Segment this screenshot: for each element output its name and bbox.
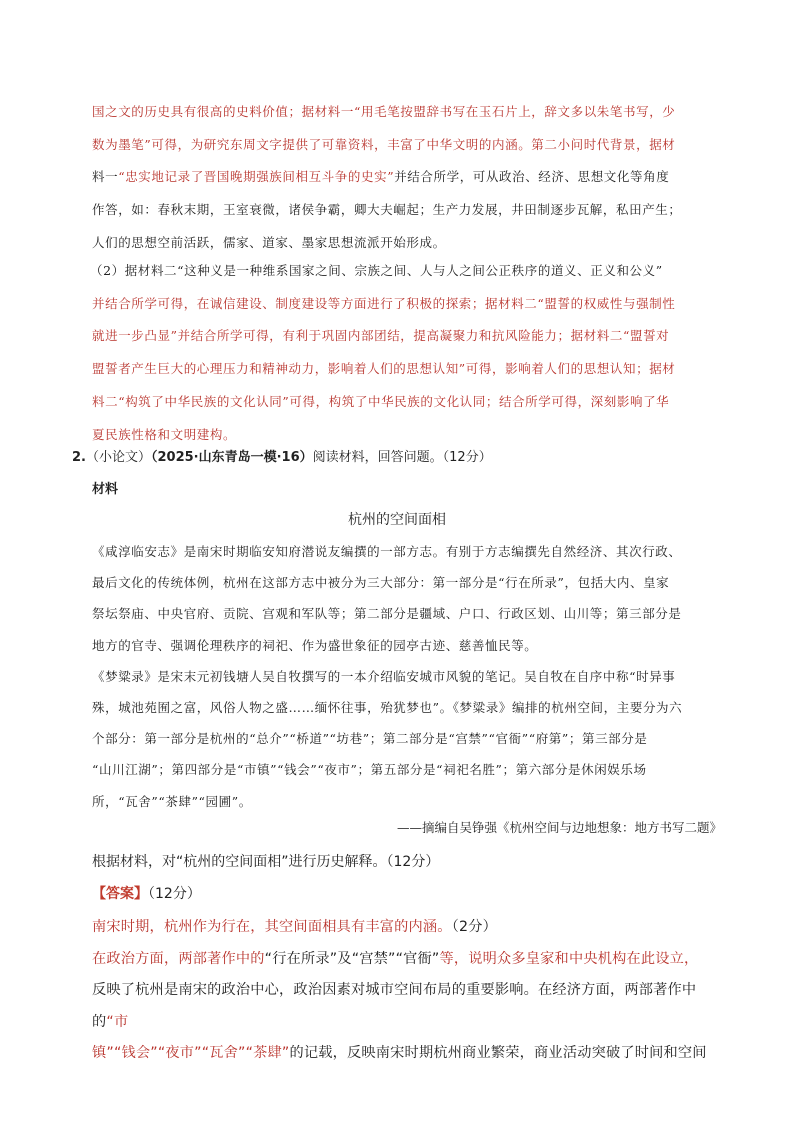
text-segment: “市: [106, 1013, 129, 1030]
text-segment: 人们的思想空前活跃，儒家、道家、墨家思想流派开始形成。: [92, 234, 446, 250]
text-line: [92, 320, 732, 353]
text-segment: 等，说明众多皇家和中央机构在此设立，: [439, 950, 699, 967]
question-header: [72, 446, 492, 465]
answer-part-2: [92, 255, 732, 451]
material-label: 材料: [92, 482, 119, 497]
text-segment: 反映了杭州是南宋的政治中心，政治因素对城市空间布局的重要影响。在经济方面，两部著作中的: [92, 982, 697, 1030]
text-line: [92, 661, 732, 692]
text-segment: 的记载，反映南宋时期杭州商业繁荣，商业活动突破了时间和空间: [289, 1045, 707, 1061]
text-line: [92, 630, 732, 661]
question-type: （小论文）: [85, 450, 151, 465]
text-segment: “山川江湖”；第四部分是“市镇”“钱会”“夜市”；第五部分是“祠祀名胜”；第六部分是休闲娱乐场: [92, 762, 647, 778]
text-line: [92, 567, 732, 598]
text-line: [92, 1038, 732, 1070]
text-segment: 国之文的历史具有很高的史料价值；据材料一“用毛笔按盟辞书写在玉石片上，辞文多以朱笔书写，少: [92, 104, 676, 119]
text-segment: 《咸淳临安志》是南宋时期临安知府潜说友编撰的一部方志。有别于方志编撰先自然经济、其次行政、: [92, 544, 682, 559]
text-segment: 镇”“钱会”“夜市”“瓦舍”“茶肆”: [92, 1045, 290, 1061]
answer-part-1: [92, 96, 732, 260]
text-segment: “行在所录”及“宫禁”“官衙”: [264, 950, 440, 967]
text-line: [92, 975, 732, 1038]
text-segment: 作答，如：春秋末期，王室衰微，诸侯争霸，卿大夫崛起；生产力发展，井田制逐步瓦解，私田产生；: [92, 202, 682, 218]
text-line: [92, 786, 732, 817]
text-segment: 个部分：第一部分是杭州的“总介”“桥道”“坊巷”；第二部分是“宫禁”“官衙”“府第”；第三部分是: [92, 731, 648, 747]
text-line: [92, 161, 732, 194]
text-line: [92, 96, 732, 129]
text-line: [92, 536, 732, 567]
text-segment: （2分）: [451, 919, 497, 935]
material-title: 杭州的空间面相: [348, 512, 446, 528]
text-segment: “忠实地记录了晋国晚期强族间相互斗争的史实”: [118, 169, 395, 185]
text-line: [92, 129, 732, 162]
text-line: [92, 692, 732, 723]
answer-label: [92, 883, 201, 903]
answer-body: [92, 912, 732, 1070]
text-segment: 最后文化的传统体例，杭州在这部方志中被分为三大部分：第一部分是“行在所录”，包括大内、皇家: [92, 575, 670, 591]
answer-score: （12分）: [148, 886, 201, 902]
text-segment: 在政治方面，两部著作中的: [92, 950, 265, 967]
text-line: [92, 944, 732, 976]
material-body: [92, 536, 732, 817]
text-segment: 南宋时期，杭州作为行在，其空间面相具有丰富的内涵。: [92, 919, 452, 935]
material-source: ——摘编自吴铮强《杭州空间与边地想象：地方书写二题》: [396, 820, 722, 835]
text-segment: 殊，城池苑囿之富，风俗人物之盛……缅怀往事，殆犹梦也”。《梦粱录》编排的杭州空间，主要分为六: [92, 700, 683, 716]
text-segment: （2）据材料二“这种义是一种维系国家之间、宗族之间、人与人之间公正秩序的道义、正义和公义”: [90, 263, 663, 278]
question-source: （2025·山东青岛一模·16）: [151, 450, 313, 465]
text-segment: 祭坛祭庙、中央官府、贡院、宫观和军队等；第二部分是疆域、户口、行政区划、山川等；第三部分是: [92, 606, 682, 622]
text-line: [92, 353, 732, 386]
text-line: [92, 288, 732, 321]
text-line: [92, 598, 732, 629]
text-segment: 并结合所学，可从政治、经济、思想文化等角度: [394, 169, 670, 185]
text-segment: 并结合所学可得，在诚信建设、制度建设等方面进行了积极的探索；据材料二“盟誓的权威性与强制性: [92, 295, 676, 311]
question-prompt: 根据材料，对“杭州的空间面相”进行历史解释。（12分）: [92, 854, 440, 870]
text-line: [92, 912, 732, 944]
answer-tag: 【答案】: [92, 886, 148, 902]
text-segment: 料一: [92, 169, 119, 185]
text-line: [92, 754, 732, 785]
text-line: [90, 255, 732, 288]
question-text: 阅读材料，回答问题。（12分）: [312, 450, 492, 465]
text-segment: 就进一步凸显”并结合所学可得，有利于巩固内部团结，提高凝聚力和抗风险能力；据材料二“盟誓对: [92, 328, 670, 344]
text-line: [92, 723, 732, 754]
text-segment: 所，“瓦舍”“茶肆”“园圃”。: [92, 793, 252, 809]
text-segment: 《梦粱录》是宋末元初钱塘人吴自牧撰写的一本介绍临安城市风貌的笔记。吴自牧在自序中称“时异事: [92, 668, 676, 684]
text-line: [92, 386, 732, 419]
text-segment: 地方的官寺、强调伦理秩序的祠祀、作为盛世象征的园亭古迹、慈善恤民等。: [92, 637, 538, 653]
text-segment: 夏民族性格和文明建构。: [92, 426, 237, 442]
text-segment: 盟誓者产生巨大的心理压力和精神动力，影响着人们的思想认知”可得，影响着人们的思想认知；据材: [92, 361, 676, 377]
text-segment: 数为墨笔”可得，为研究东周文字提供了可靠资料，丰富了中华文明的内涵。第二小问时代背景，据材: [92, 136, 676, 152]
question-number: 2.: [72, 450, 86, 465]
text-segment: 料二“构筑了中华民族的文化认同”可得，构筑了中华民族的文化认同；结合所学可得，深刻影响了华: [92, 393, 670, 409]
text-line: [92, 194, 732, 227]
